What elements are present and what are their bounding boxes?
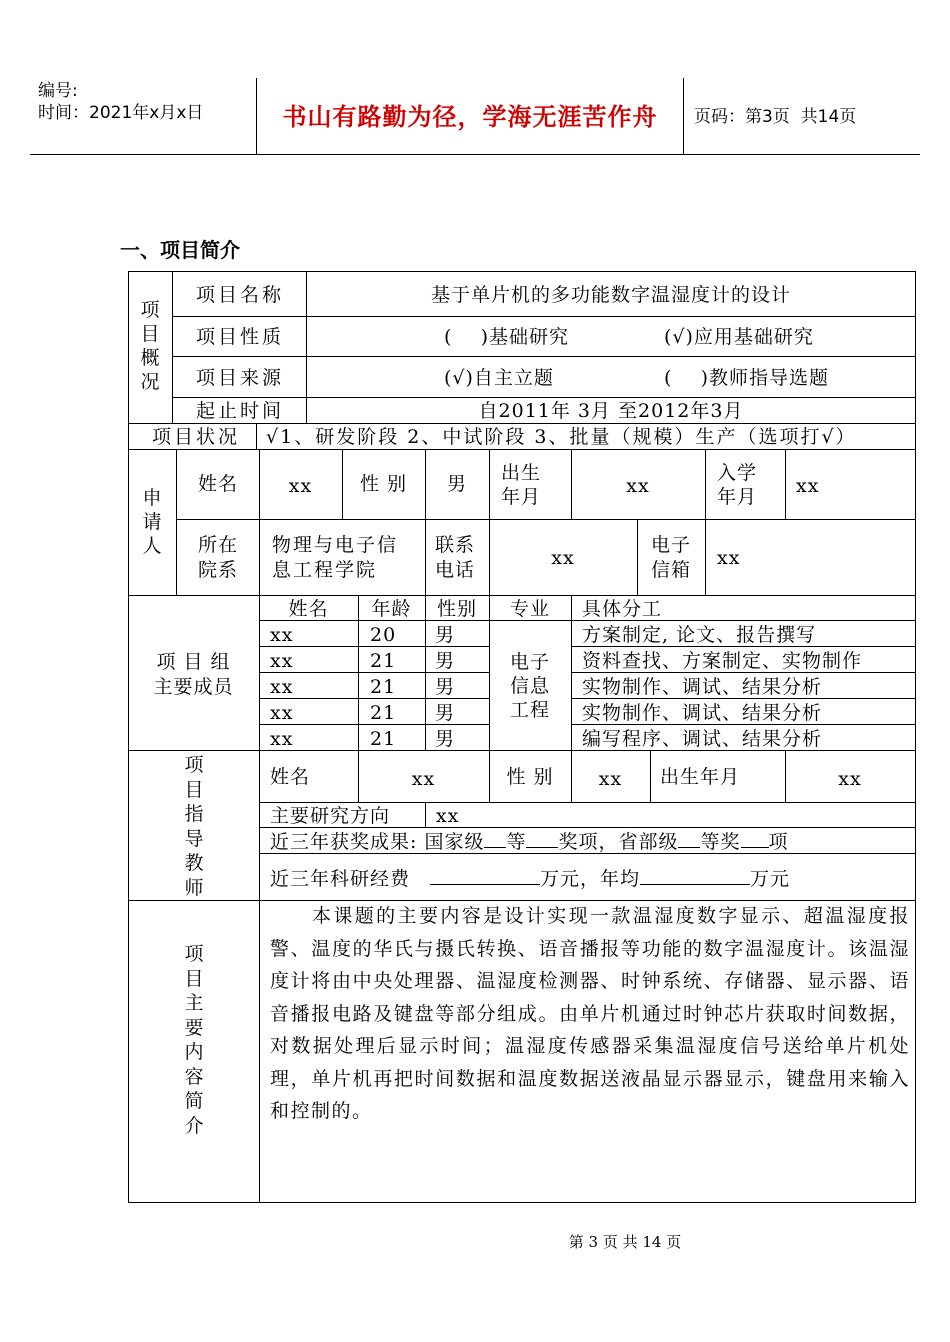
awards-part-3: 奖项，省部级 <box>558 831 679 853</box>
applicant-enroll-label-2: 年月 <box>717 486 758 508</box>
awards-blank-3 <box>678 829 700 848</box>
applicant-phone-label-1: 联系 <box>435 534 476 556</box>
member-age: 21 <box>370 676 397 698</box>
project-name-label: 项目名称 <box>196 284 285 306</box>
content-group-label: 项目主要内容简介 <box>184 943 204 1137</box>
applicant-birth-value: xx <box>626 475 650 497</box>
member-gender: 男 <box>435 676 456 698</box>
nature-option-basic: ( )基础研究 <box>444 326 569 348</box>
project-period-label: 起止时间 <box>196 400 285 422</box>
team-header-name: 姓名 <box>288 598 329 620</box>
applicant-enroll-label-1: 入学 <box>717 462 758 484</box>
member-age: 21 <box>370 728 397 750</box>
awards-blank-4 <box>741 829 769 848</box>
team-group-label-2: 主要成员 <box>153 676 234 698</box>
applicant-name-label: 姓名 <box>198 473 239 495</box>
applicant-gender-label: 性 别 <box>359 473 408 495</box>
applicant-dept-label-1: 所在 <box>198 534 239 556</box>
advisor-name-value: xx <box>411 768 436 790</box>
member-duty: 编写程序、调试、结果分析 <box>582 728 823 750</box>
applicant-dept-value-1: 物理与电子信 <box>272 534 399 556</box>
team-header-age: 年龄 <box>371 598 412 620</box>
member-gender: 男 <box>435 702 456 724</box>
member-duty: 实物制作、调试、结果分析 <box>582 702 823 724</box>
team-group-label-1: 项 目 组 <box>156 651 231 673</box>
team-header-duty: 具体分工 <box>582 598 663 620</box>
source-option-teacher: ( )教师指导选题 <box>664 367 829 389</box>
member-age: 21 <box>370 650 397 672</box>
header-rule <box>30 154 920 155</box>
advisor-funds-line <box>270 866 790 891</box>
funds-blank-1 <box>430 866 540 885</box>
member-name: xx <box>270 728 294 750</box>
awards-part-2: 等 <box>506 831 527 853</box>
header-time-label: 时间：2021年x月x日 <box>38 103 204 123</box>
project-status-label: 项目状况 <box>152 426 241 448</box>
member-duty: 资料查找、方案制定、实物制作 <box>582 650 863 672</box>
applicant-group-label: 申请人 <box>142 487 162 557</box>
applicant-birth-label-2: 年月 <box>501 486 542 508</box>
applicant-enroll-value: xx <box>796 475 820 497</box>
applicant-dept-label-2: 院系 <box>198 559 239 581</box>
funds-part-1: 近三年科研经费 <box>270 868 411 890</box>
funds-part-3: 万元 <box>750 868 791 890</box>
footer-page-number: 第 3 页 共 14 页 <box>568 1233 682 1251</box>
advisor-name-label: 姓名 <box>270 766 311 788</box>
source-option-self: (√)自主立题 <box>444 367 554 389</box>
applicant-birth-label-1: 出生 <box>501 462 542 484</box>
applicant-email-label-2: 信箱 <box>651 559 692 581</box>
header-page-label: 页码：第3页 共14页 <box>694 107 857 127</box>
nature-option-applied: (√)应用基础研究 <box>664 326 814 348</box>
overview-group-label: 项目概况 <box>140 299 160 393</box>
advisor-awards-line <box>270 829 789 854</box>
member-age: 20 <box>370 624 397 646</box>
project-period-value: 自2011年 3月 至2012年3月 <box>478 400 744 422</box>
member-name: xx <box>270 650 294 672</box>
advisor-gender-label: 性 别 <box>506 766 554 788</box>
awards-part-1: 近三年获奖成果: 国家级 <box>270 831 485 853</box>
member-duty: 实物制作、调试、结果分析 <box>582 676 823 698</box>
team-major-2: 信息 <box>509 675 550 697</box>
funds-part-2: 万元，年均 <box>540 868 641 890</box>
advisor-research-value: xx <box>436 805 460 827</box>
header-divider-right <box>683 78 684 154</box>
applicant-email-label-1: 电子 <box>651 534 692 556</box>
member-name: xx <box>270 702 294 724</box>
awards-part-5: 项 <box>768 831 789 853</box>
awards-blank-2 <box>526 829 558 848</box>
team-major-1: 电子 <box>509 651 550 673</box>
member-name: xx <box>270 624 294 646</box>
team-major-3: 工程 <box>509 699 550 721</box>
section-title: 一、项目简介 <box>120 238 240 262</box>
project-source-label: 项目来源 <box>196 367 285 389</box>
member-name: xx <box>270 676 294 698</box>
applicant-phone-value: xx <box>551 547 575 569</box>
header-serial-label: 编号: <box>38 81 78 101</box>
member-age: 21 <box>370 702 397 724</box>
project-name-value: 基于单片机的多功能数字温湿度计的设计 <box>430 284 791 306</box>
advisor-birth-label: 出生年月 <box>660 766 741 788</box>
project-status-value: √1、研发阶段 2、中试阶段 3、批量（规模）生产（选项打√） <box>266 426 857 448</box>
advisor-birth-value: xx <box>838 768 862 790</box>
project-nature-label: 项目性质 <box>196 326 285 348</box>
advisor-group-label: 项目指导教师 <box>184 754 204 899</box>
member-duty: 方案制定, 论文、报告撰写 <box>582 624 817 646</box>
applicant-email-value: xx <box>717 547 741 569</box>
awards-part-4: 等奖 <box>700 831 741 853</box>
member-gender: 男 <box>435 728 456 750</box>
member-gender: 男 <box>435 650 456 672</box>
team-header-major: 专业 <box>509 598 550 620</box>
header-motto: 书山有路勤为径，学海无涯苦作舟 <box>282 102 658 131</box>
applicant-phone-label-2: 电话 <box>435 559 476 581</box>
applicant-gender-value: 男 <box>446 473 467 495</box>
applicant-name-value: xx <box>288 475 313 497</box>
advisor-gender-value: xx <box>598 768 623 790</box>
member-gender: 男 <box>435 624 456 646</box>
funds-blank-2 <box>640 866 750 885</box>
advisor-research-label: 主要研究方向 <box>270 805 391 827</box>
awards-blank-1 <box>484 829 506 848</box>
content-paragraph: 本课题的主要内容是设计实现一款温湿度数字显示、超温湿度报警、温度的华氏与摄氏转换、语音播报等功能的数字温湿度计。该温湿度计将由中央处理器、温湿度检测器、时钟系统、存储器、显示器、语音播报电路及键盘等部分组成。由单片机通过时钟芯片获取时间数据，对数据处理后显示时间；温湿度传感器采集温湿度信号送给单片机处理，单片机再把时间数据和温度数据送液晶显示器显示，键盘用来输入和控制的。 <box>270 905 910 1122</box>
team-header-gender: 性别 <box>436 598 477 620</box>
applicant-dept-value-2: 息工程学院 <box>272 559 378 581</box>
